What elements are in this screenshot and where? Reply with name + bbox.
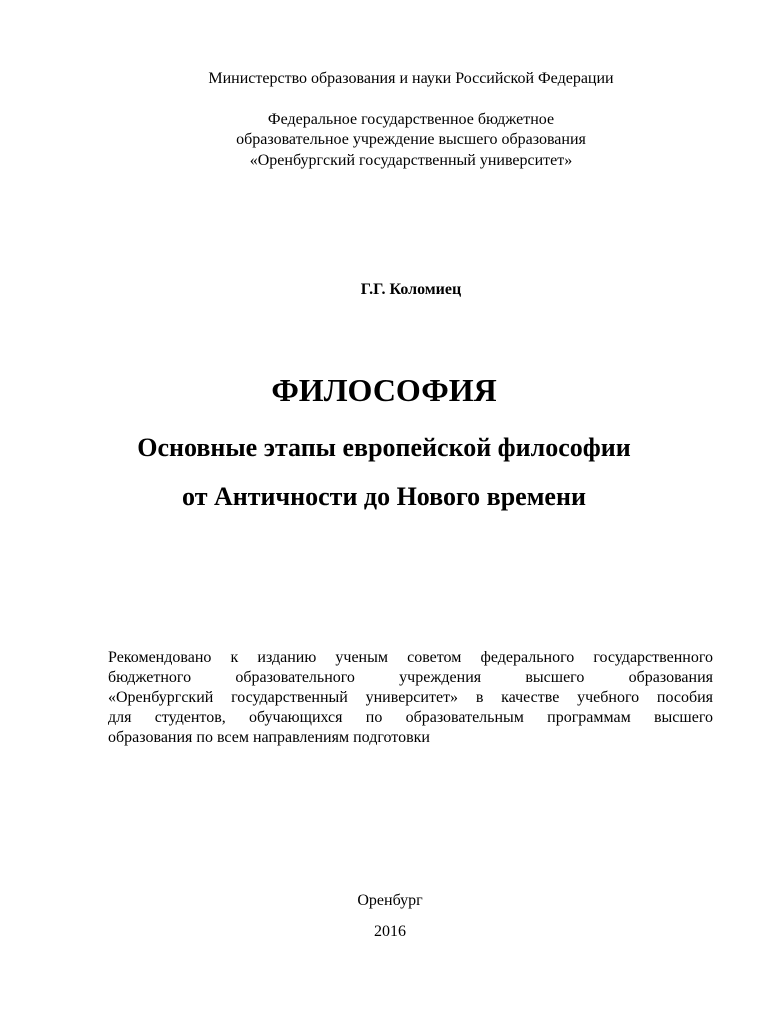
recommendation-line: Рекомендовано к изданию ученым советом федерального государственного — [108, 649, 713, 666]
publication-city: Оренбург — [357, 892, 423, 909]
recommendation-paragraph — [108, 648, 713, 748]
document-subtitle: от Античности до Нового времени — [182, 482, 586, 511]
document-title: ФИЛОСОФИЯ — [271, 372, 497, 408]
document-subtitle: Основные этапы европейской философии — [137, 433, 631, 462]
institution-line: образовательное учреждение высшего образования — [236, 131, 586, 148]
author-name: Г.Г. Коломиец — [360, 281, 462, 298]
recommendation-line: для студентов, обучающихся по образовательным программам высшего — [108, 709, 713, 726]
recommendation-line: «Оренбургский государственный университет» в качестве учебного пособия — [108, 689, 713, 706]
institution-line: «Оренбургский государственный университет» — [249, 152, 573, 169]
ministry-name: Министерство образования и науки Российской Федерации — [208, 70, 614, 87]
recommendation-line: бюджетного образовательного учреждения высшего образования — [108, 669, 713, 686]
publication-year: 2016 — [374, 923, 406, 940]
recommendation-line: образования по всем направлениям подготовки — [108, 729, 430, 746]
institution-line: Федеральное государственное бюджетное — [267, 111, 555, 128]
